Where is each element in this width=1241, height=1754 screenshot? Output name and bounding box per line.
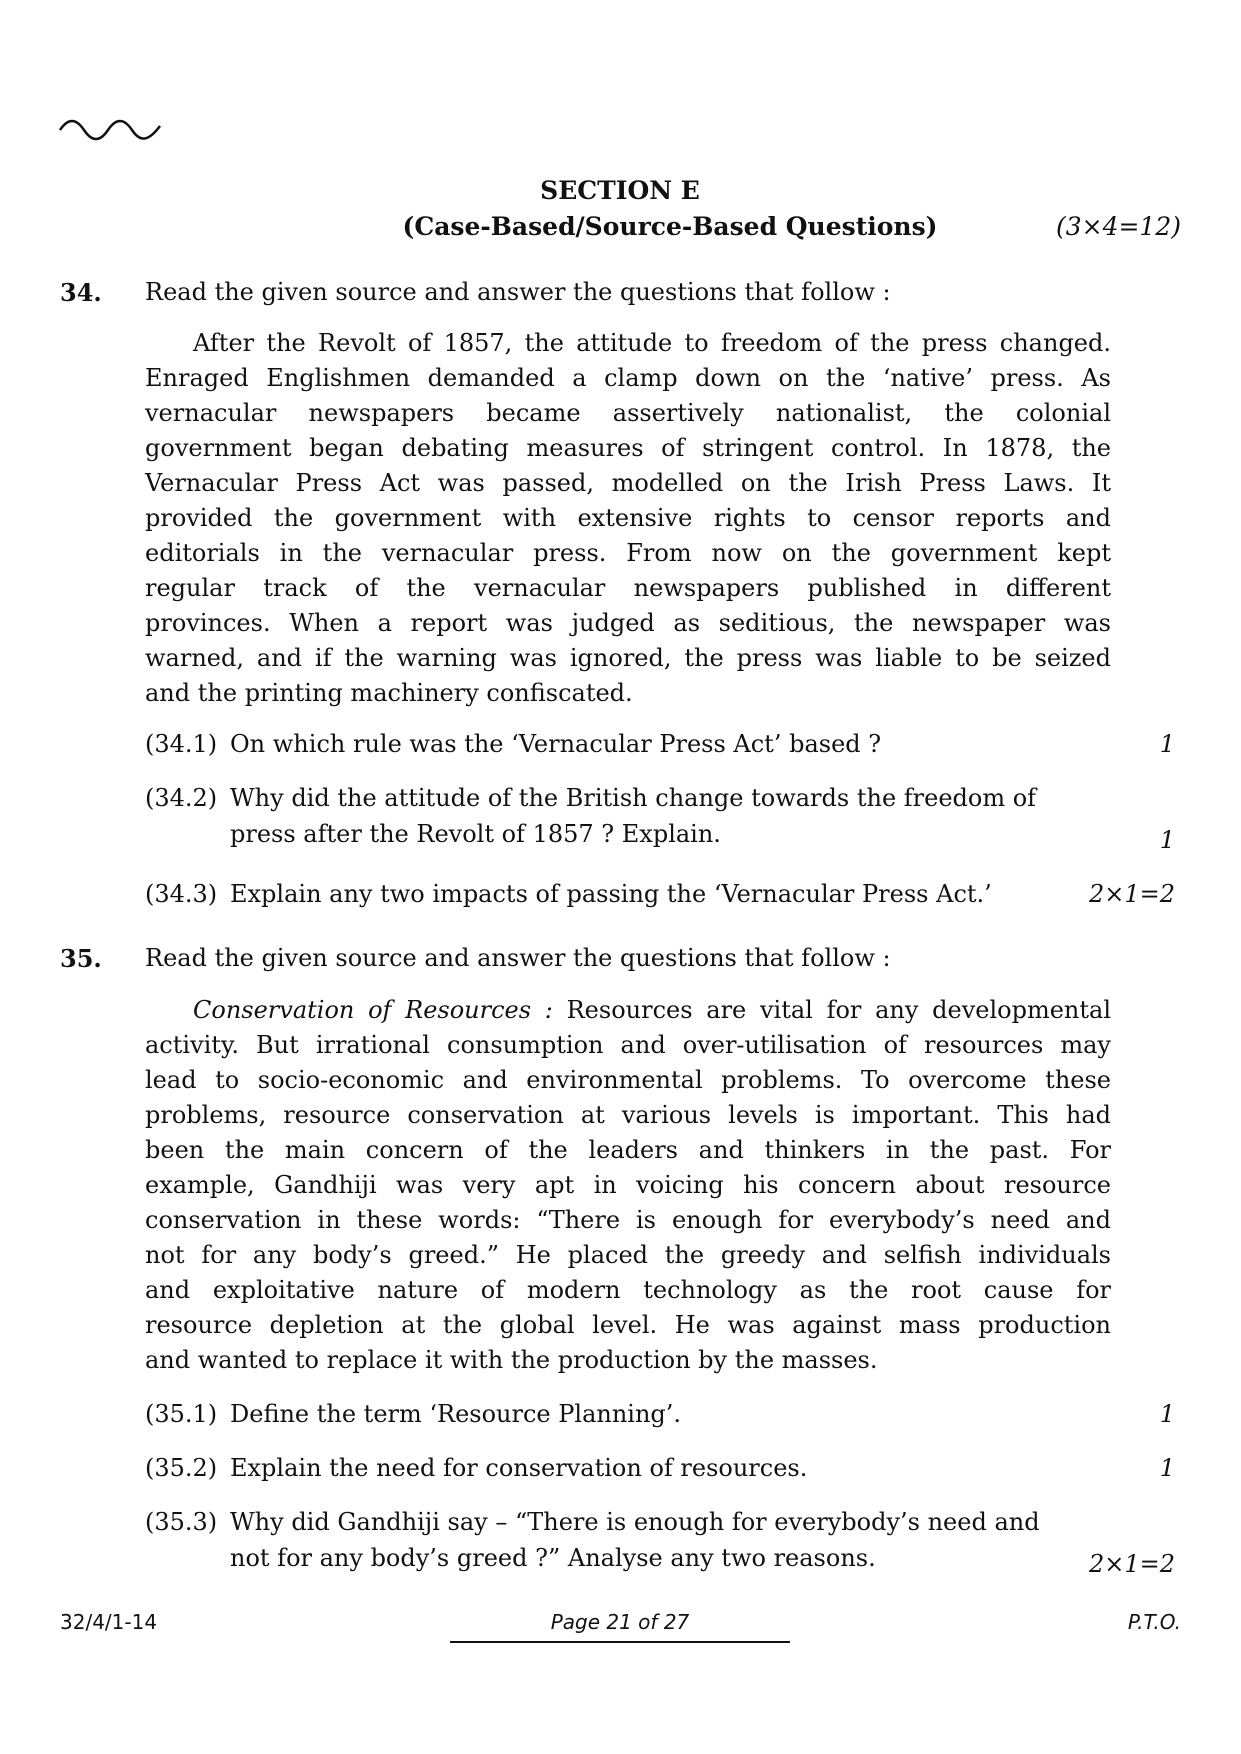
pto-label: P.T.O. bbox=[1127, 1610, 1181, 1634]
sub-question-text: Explain the need for conservation of resources. bbox=[230, 1454, 808, 1482]
section-marks: (3×4=12) bbox=[1055, 212, 1181, 241]
sub-question-text: Explain any two impacts of passing the ‘Vernacular Press Act.’ bbox=[230, 880, 992, 908]
passage-line: vernacular newspapers became assertively nationalist, the colonial bbox=[145, 399, 1111, 427]
marks-34-3: 2×1=2 bbox=[1088, 880, 1175, 908]
passage-line: example, Gandhiji was very apt in voicing his concern about resource bbox=[145, 1171, 1111, 1199]
sub-question-text: On which rule was the ‘Vernacular Press Act’ based ? bbox=[230, 730, 882, 758]
question-34-passage bbox=[145, 326, 1111, 711]
sub-question-text: Why did Gandhiji say – “There is enough for everybody’s need and bbox=[230, 1508, 1040, 1536]
passage-line: warned, and if the warning was ignored, the press was liable to be seized bbox=[145, 644, 1111, 672]
passage-line: and wanted to replace it with the production by the masses. bbox=[145, 1346, 878, 1374]
section-title: SECTION E bbox=[540, 176, 700, 205]
sub-question-number: (34.2) bbox=[145, 784, 218, 812]
sub-question-number: (35.1) bbox=[145, 1400, 218, 1428]
passage-line: Enraged Englishmen demanded a clamp down on the ‘native’ press. As bbox=[145, 364, 1111, 392]
passage-line: been the main concern of the leaders and thinkers in the past. For bbox=[145, 1136, 1111, 1164]
marks-34-1: 1 bbox=[1159, 730, 1175, 758]
sub-question-number: (35.2) bbox=[145, 1454, 218, 1482]
question-35-number: 35. bbox=[60, 944, 102, 973]
section-subtitle: (Case-Based/Source-Based Questions) bbox=[402, 212, 938, 241]
passage-first-text: Resources are vital for any developmental bbox=[552, 996, 1112, 1024]
sub-question-text: Why did the attitude of the British change towards the freedom of bbox=[230, 784, 1037, 812]
sub-question-35-2 bbox=[145, 1454, 1175, 1482]
passage-line: resource depletion at the global level. He was against mass production bbox=[145, 1311, 1111, 1339]
passage-line bbox=[145, 993, 1111, 1028]
sub-question-text-cont: not for any body’s greed ?” Analyse any two reasons. bbox=[230, 1544, 876, 1572]
question-35-intro: Read the given source and answer the questions that follow : bbox=[145, 944, 891, 972]
passage-line: lead to socio-economic and environmental problems. To overcome these bbox=[145, 1066, 1111, 1094]
paper-code: 32/4/1-14 bbox=[60, 1610, 158, 1634]
sub-question-35-1 bbox=[145, 1400, 1175, 1428]
sub-question-number: (34.1) bbox=[145, 730, 218, 758]
sub-question-text: Define the term ‘Resource Planning’. bbox=[230, 1400, 682, 1428]
question-35-passage bbox=[145, 993, 1111, 1378]
passage-line: and the printing machinery confiscated. bbox=[145, 679, 633, 707]
passage-line: Vernacular Press Act was passed, modelled on the Irish Press Laws. It bbox=[145, 469, 1111, 497]
passage-line: problems, resource conservation at various levels is important. This had bbox=[145, 1101, 1111, 1129]
page-number-underline bbox=[450, 1641, 790, 1643]
passage-line: and exploitative nature of modern technology as the root cause for bbox=[145, 1276, 1111, 1304]
marks-35-3: 2×1=2 bbox=[1088, 1550, 1175, 1578]
question-34-number: 34. bbox=[60, 278, 102, 307]
page-number: Page 21 of 27 bbox=[550, 1610, 690, 1634]
sub-question-text-cont: press after the Revolt of 1857 ? Explain. bbox=[230, 820, 721, 848]
passage-line: not for any body’s greed.” He placed the greedy and selfish individuals bbox=[145, 1241, 1111, 1269]
passage-line: After the Revolt of 1857, the attitude to freedom of the press changed. bbox=[193, 329, 1111, 357]
sub-question-35-3 bbox=[145, 1508, 1175, 1572]
marks-35-2: 1 bbox=[1159, 1454, 1175, 1482]
marks-34-2: 1 bbox=[1159, 826, 1175, 854]
sub-question-34-3 bbox=[145, 880, 1175, 908]
passage-line: provinces. When a report was judged as seditious, the newspaper was bbox=[145, 609, 1111, 637]
sub-question-number: (35.3) bbox=[145, 1508, 218, 1536]
passage-line: regular track of the vernacular newspapers published in different bbox=[145, 574, 1111, 602]
passage-heading: Conservation of Resources : bbox=[193, 996, 553, 1024]
sub-question-number: (34.3) bbox=[145, 880, 218, 908]
passage-line: activity. But irrational consumption and over-utilisation of resources may bbox=[145, 1031, 1111, 1059]
question-34-intro: Read the given source and answer the questions that follow : bbox=[145, 278, 891, 306]
passage-line: provided the government with extensive rights to censor reports and bbox=[145, 504, 1111, 532]
wave-mark-icon bbox=[58, 112, 162, 142]
passage-line: conservation in these words: “There is enough for everybody’s need and bbox=[145, 1206, 1111, 1234]
passage-line: government began debating measures of stringent control. In 1878, the bbox=[145, 434, 1111, 462]
marks-35-1: 1 bbox=[1159, 1400, 1175, 1428]
passage-line: editorials in the vernacular press. From now on the government kept bbox=[145, 539, 1111, 567]
sub-question-34-1 bbox=[145, 730, 1175, 758]
sub-question-34-2 bbox=[145, 784, 1175, 848]
